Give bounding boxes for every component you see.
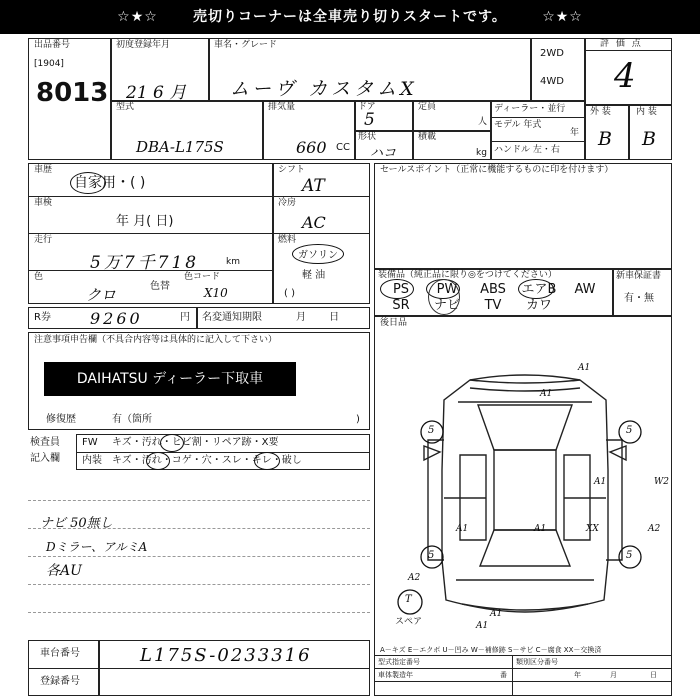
interior-check-items: キズ・汚れ・コゲ・穴・スレ・キレ・破し — [112, 455, 302, 466]
interior-label: 内 装 — [636, 107, 657, 117]
inspection-value: 年 月( 日) — [116, 214, 174, 229]
inspection-label: 車検 — [34, 198, 53, 208]
dealer-label: ディーラー・並行 — [494, 104, 566, 114]
mark-right-front-door: A1 — [594, 477, 607, 487]
notes-label: 注意事項申告欄（不具合内容等は具体的に記入して下さい） — [34, 335, 278, 345]
warranty-value: 有・無 — [624, 293, 654, 304]
model-label: 型式 — [116, 102, 135, 112]
recycle-value: 9260 — [90, 309, 143, 328]
mark-front-bumper: A1 — [578, 363, 591, 373]
tire-mark-rl: 5 — [428, 550, 435, 561]
banner-text: 売切りコーナーは全車売り切りスタートです。 — [193, 9, 507, 25]
mark-left-rear-quarter: A2 — [408, 573, 421, 583]
tire-mark-fl: 5 — [428, 425, 435, 436]
year-label: 年 — [574, 671, 581, 679]
shape-value: ハコ — [370, 146, 397, 161]
shift-value: AT — [302, 176, 325, 196]
equipment-pw: PW — [436, 282, 458, 297]
load-label: 積載 — [418, 132, 437, 142]
hand-note-2: Dミラー、アルミA — [46, 540, 148, 554]
recycle-label: R券 — [34, 312, 51, 323]
spare-mark: T — [405, 594, 412, 605]
lot-number: 8013 — [36, 78, 109, 108]
mark-roof-rear: A1 — [534, 524, 547, 534]
sales-label: セールスポイント（正常に機能するものに印を付けます） — [380, 165, 614, 175]
repair-value: 有（箇所 — [112, 414, 152, 425]
mark-right-rear-exchanged: XX — [586, 524, 599, 534]
mileage-unit: km — [226, 257, 240, 267]
repair-label: 修復歴 — [46, 414, 76, 425]
tire-mark-rr: 5 — [626, 550, 633, 561]
tire-mark-fr: 5 — [626, 425, 633, 436]
color-value: クロ — [86, 286, 117, 304]
banner-stars-right: ☆★☆ — [542, 9, 583, 25]
fuel-label: 燃料 — [278, 235, 297, 245]
day-label: 日 — [650, 671, 657, 679]
fuel-paren: ( ) — [284, 288, 295, 299]
capacity-label: 定員 — [418, 102, 437, 112]
name-value: ムーヴ カスタムX — [230, 78, 418, 100]
model-year-label: モデル 年式 — [494, 120, 542, 130]
spec-label: 型式指定番号 — [378, 658, 420, 666]
disp-value: 660 — [296, 138, 327, 157]
equipment-aw: AW — [574, 282, 596, 297]
mark-rear-bumper-low: A1 — [476, 621, 489, 631]
shape-label: 形状 — [358, 132, 377, 142]
maker-label: 車体製造年 — [378, 671, 413, 679]
reg-number-label: 登録番号 — [40, 676, 80, 687]
exterior-label: 外 装 — [590, 107, 611, 117]
load-unit: kg — [476, 148, 487, 158]
year-unit: 年 — [570, 128, 580, 138]
handle-label: ハンドル 左・右 — [494, 145, 560, 155]
doors-label: ドア — [358, 102, 376, 112]
hand-note-3: 各AU — [46, 563, 82, 579]
ac-label: 冷房 — [278, 198, 297, 208]
spare-label: スペア — [395, 617, 423, 627]
exterior-value: B — [598, 128, 612, 150]
reg-value: 21 6 月 — [126, 83, 187, 103]
equipment-label: 装備品（純正品に限り◎をつけてください） — [378, 270, 557, 280]
color-code-value: X10 — [204, 286, 228, 300]
chassis-label: 車台番号 — [40, 648, 80, 659]
class-label: 類別区分番号 — [516, 658, 558, 666]
usage-label: 車歴 — [34, 165, 53, 175]
rear-seat-label: 後日品 — [380, 318, 408, 328]
recycle-unit: 円 — [180, 312, 190, 323]
mark-right-side-repair: W2 — [654, 477, 669, 487]
number-label: 番 — [500, 671, 507, 679]
disp-unit: CC — [336, 142, 350, 153]
color-label: 色 — [34, 272, 44, 282]
drive-4wd: 4WD — [540, 76, 564, 87]
fuel-value: ガソリン — [298, 250, 338, 261]
fw-items: キズ・汚れ・ヒビ割・リペア跡・X要 — [112, 437, 279, 448]
equipment-ps: PS — [392, 282, 410, 297]
color-code-label: 色コード — [184, 272, 221, 282]
dealer-banner: DAIHATSU ディーラー下取車 — [44, 362, 296, 396]
shift-label: シフト — [278, 165, 306, 175]
interior-check-label: 内装 — [82, 455, 102, 466]
drive-2wd: 2WD — [540, 48, 564, 59]
mark-rear-bumper-left: A1 — [490, 609, 503, 619]
banner-stars-left: ☆★☆ — [117, 9, 158, 25]
diagram-legend: A－キズ E－エクボ U－凹み W－補修跡 S－サビ C－腐食 XX－交換済 — [380, 646, 602, 654]
name-change-label: 名変通知期限 — [202, 312, 262, 323]
interior-value: B — [642, 128, 656, 150]
fw-label: FW — [82, 437, 98, 448]
fuel-diesel: 軽 油 — [302, 270, 326, 281]
model-value: DBA-L175S — [136, 138, 224, 156]
reg-label: 初度登録年月 — [116, 40, 171, 50]
usage-value: 自家用・( ) — [74, 175, 146, 191]
equipment-airbag: エアB — [521, 282, 557, 297]
disp-label: 排気量 — [268, 102, 296, 112]
equipment-leather: カワ — [525, 298, 552, 313]
lot-label: 出品番号 — [34, 40, 71, 50]
name-label: 車名・グレード — [214, 40, 278, 50]
lot-sub: [1904] — [34, 59, 64, 69]
color-change-label: 色替 — [150, 281, 170, 292]
rating-value: 4 — [614, 56, 636, 96]
rating-label: 評 価 点 — [600, 39, 643, 49]
doors-value: 5 — [364, 110, 375, 130]
month-label: 月 — [610, 671, 617, 679]
warranty-label: 新車保証書 — [616, 271, 662, 281]
name-change-value: 月 日 — [296, 312, 340, 323]
equipment-abs: ABS — [480, 282, 506, 297]
chassis-value: L175S-0233316 — [140, 645, 312, 666]
mileage-value: 5万7千718 — [90, 253, 200, 273]
mark-left-rear-door: A1 — [456, 524, 469, 534]
mark-hood: A1 — [540, 389, 553, 399]
mileage-label: 走行 — [34, 235, 53, 245]
equipment-tv: TV — [484, 298, 502, 313]
inspector-label-2: 記入欄 — [30, 453, 60, 464]
inspector-label-1: 検査員 — [30, 437, 60, 448]
mark-right-rear-side: A2 — [648, 524, 661, 534]
ac-value: AC — [302, 213, 326, 232]
equipment-sr: SR — [392, 298, 410, 313]
equipment-navi: ナビ — [433, 298, 460, 313]
capacity-unit: 人 — [478, 117, 488, 127]
hand-note-1: ナビ 50無し — [40, 516, 113, 531]
